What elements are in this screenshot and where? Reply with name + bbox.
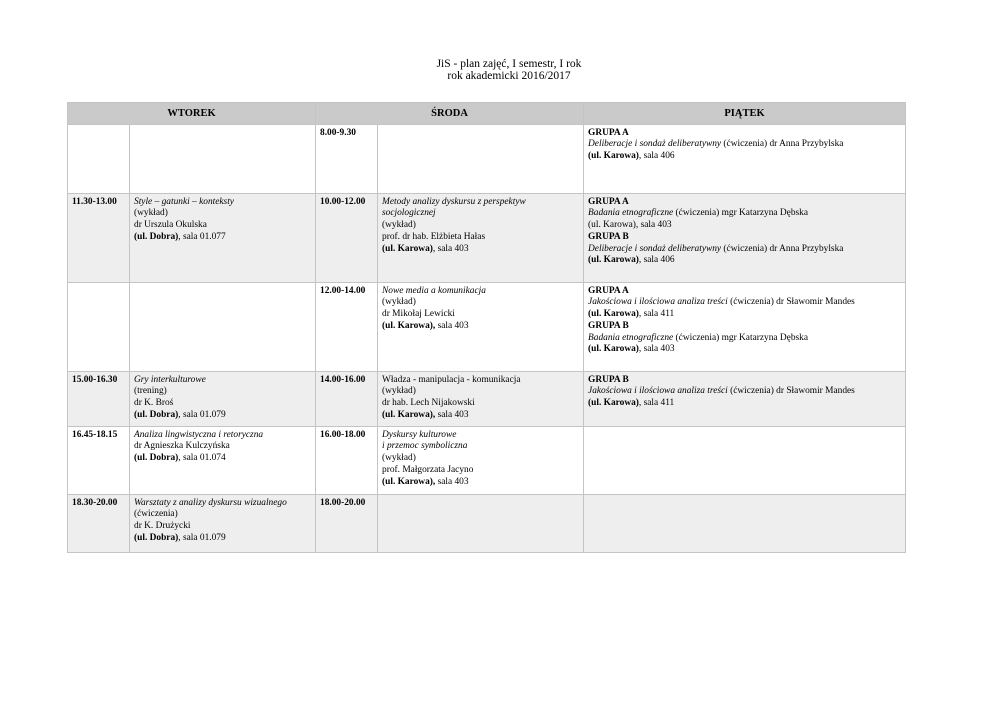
tuesday-class-line [134,410,311,422]
wednesday-time-cell: 10.00-12.00 [316,193,378,282]
tuesday-class-line [134,509,311,521]
wednesday-class-line [382,321,579,333]
wednesday-class-line [382,232,579,244]
wednesday-class-text: (wykład) [382,386,416,397]
tuesday-class-line [134,533,311,545]
wednesday-class-text: sala 403 [435,409,469,420]
friday-class-line [588,232,901,244]
friday-class-text: GRUPA B [588,374,629,385]
friday-class-line [588,309,901,321]
tuesday-class-cell [130,124,316,193]
tuesday-class-line [134,220,311,232]
tuesday-class-text: (ul. Dobra) [134,409,179,420]
friday-class-text: , sala 411 [638,309,675,320]
friday-class-line [588,344,901,356]
wednesday-class-cell [378,494,584,552]
tuesday-class-line [134,375,311,387]
friday-class-text: GRUPA B [588,231,629,242]
header-friday: PIĄTEK [584,103,906,125]
tuesday-class-cell [130,494,316,552]
friday-class-text: (ćwiczenia) mgr Katarzyna Dębska [673,332,809,343]
wednesday-class-line [382,441,579,453]
wednesday-class-line [382,398,579,410]
friday-class-text: GRUPA A [588,285,629,296]
header-tuesday: WTOREK [68,103,316,125]
friday-class-line [588,386,901,398]
wednesday-class-text: (ul. Karowa), [382,476,436,487]
tuesday-class-line [134,386,311,398]
tuesday-class-text: dr Urszula Okulska [134,220,207,231]
wednesday-class-text: prof. Małgorzata Jacyno [382,464,474,475]
table-row [68,494,906,552]
friday-class-text: Deliberacje i sondaż deliberatywny [588,139,722,150]
tuesday-class-line [134,521,311,533]
friday-class-line [588,333,901,345]
wednesday-class-text: prof. dr hab. Elżbieta Hałas [382,231,486,242]
friday-class-cell [584,494,906,552]
friday-class-line [588,286,901,298]
tuesday-class-text: Style – gatunki – konteksty [134,196,234,207]
table-row [68,426,906,494]
header-row [68,103,906,125]
tuesday-time-cell [68,124,130,193]
friday-class-text: Badania etnograficzne [588,332,674,343]
tuesday-class-cell [130,193,316,282]
wednesday-class-text: sala 403 [435,476,469,487]
friday-class-text: (ćwiczenia) dr Sławomir Mandes [727,386,855,397]
tuesday-class-text: , sala 01.079 [178,409,226,420]
wednesday-time-cell: 16.00-18.00 [316,426,378,494]
schedule-body [68,124,906,552]
wednesday-class-cell [378,193,584,282]
wednesday-class-text: (ul. Karowa) [382,243,433,254]
wednesday-time-cell: 12.00-14.00 [316,282,378,371]
wednesday-class-line [382,286,579,298]
wednesday-class-line [382,386,579,398]
friday-class-text: Jakościowa i ilościowa analiza treści [588,297,728,308]
tuesday-class-text: Gry interkulturowe [134,374,206,385]
title-line-2: rok akademicki 2016/2017 [447,70,571,82]
friday-class-text: (ul. Karowa), sala 403 [588,220,672,231]
tuesday-class-line [134,430,311,442]
tuesday-time-cell: 16.45-18.15 [68,426,130,494]
friday-class-line [588,244,901,256]
friday-class-cell [584,282,906,371]
friday-class-line [588,398,901,410]
wednesday-class-text: Nowe media a komunikacja [382,285,486,296]
friday-class-cell [584,426,906,494]
wednesday-class-cell [378,426,584,494]
tuesday-class-line [134,498,311,510]
friday-class-text: (ćwiczenia) dr Anna Przybylska [721,139,844,150]
wednesday-class-text: (ul. Karowa), [382,320,436,331]
friday-class-text: GRUPA A [588,196,629,207]
table-row [68,193,906,282]
tuesday-class-line [134,208,311,220]
friday-class-text: (ul. Karowa) [588,309,639,320]
friday-class-text: , sala 411 [638,398,675,409]
tuesday-class-line [134,197,311,209]
friday-class-text: , sala 406 [638,255,675,266]
tuesday-time-cell: 18.30-20.00 [68,494,130,552]
tuesday-class-text: , sala 01.077 [178,231,226,242]
tuesday-class-cell [130,282,316,371]
friday-class-line [588,375,901,387]
wednesday-class-line [382,430,579,442]
title-line-1: JiS - plan zajęć, I semestr, I rok [436,58,582,70]
tuesday-class-text: (ćwiczenia) [134,509,178,520]
friday-class-text: GRUPA B [588,320,629,331]
friday-class-line [588,197,901,209]
tuesday-class-text: (trening) [134,386,167,397]
friday-class-cell [584,371,906,426]
tuesday-class-text: dr K. Broś [134,398,174,409]
tuesday-class-text: (ul. Dobra) [134,453,179,464]
wednesday-class-text: Dyskursy kulturowe [382,429,457,440]
wednesday-class-text: (wykład) [382,453,416,464]
wednesday-class-line [382,465,579,477]
friday-class-line [588,139,901,151]
wednesday-class-text: sala 403 [435,320,469,331]
tuesday-class-line [134,441,311,453]
wednesday-class-text: dr Mikołaj Lewicki [382,309,455,320]
friday-class-line [588,297,901,309]
tuesday-class-cell [130,426,316,494]
wednesday-class-line [382,208,579,220]
tuesday-class-line [134,232,311,244]
tuesday-class-text: (ul. Dobra) [134,231,179,242]
friday-class-line [588,321,901,333]
wednesday-class-line [382,477,579,489]
friday-class-text: , sala 406 [638,151,675,162]
tuesday-class-text: , sala 01.074 [178,453,226,464]
wednesday-class-text: Władza - manipulacja - komunikacja [382,374,521,385]
wednesday-class-cell [378,124,584,193]
friday-class-line [588,208,901,220]
tuesday-class-text: Warsztaty z analizy dyskursu wizualnego [134,497,287,508]
wednesday-class-text: (ul. Karowa), [382,409,436,420]
wednesday-class-line [382,197,579,209]
wednesday-class-text: (wykład) [382,297,416,308]
wednesday-class-text: , sala 403 [432,243,469,254]
tuesday-class-text: (wykład) [134,208,168,219]
wednesday-class-cell [378,282,584,371]
friday-class-line [588,255,901,267]
friday-class-text: (ul. Karowa) [588,151,639,162]
friday-class-cell [584,193,906,282]
tuesday-class-text: dr Agnieszka Kulczyńska [134,441,230,452]
wednesday-class-text: socjologicznej [382,208,436,219]
tuesday-class-line [134,453,311,465]
wednesday-class-text: dr hab. Lech Nijakowski [382,398,475,409]
friday-class-text: Badania etnograficzne [588,208,674,219]
wednesday-class-line [382,375,579,387]
friday-class-line [588,220,901,232]
wednesday-class-line [382,220,579,232]
tuesday-class-text: dr K. Drużycki [134,521,191,532]
friday-class-text: , sala 403 [638,344,675,355]
wednesday-class-line [382,453,579,465]
table-row [68,282,906,371]
wednesday-class-cell [378,371,584,426]
table-row [68,371,906,426]
tuesday-class-cell [130,371,316,426]
tuesday-time-cell: 11.30-13.00 [68,193,130,282]
friday-class-text: (ćwiczenia) dr Anna Przybylska [721,243,844,254]
wednesday-class-line [382,297,579,309]
schedule-table [67,102,906,553]
friday-class-text: (ul. Karowa) [588,344,639,355]
tuesday-class-text: , sala 01.079 [178,532,226,543]
friday-class-cell [584,124,906,193]
tuesday-time-cell: 15.00-16.30 [68,371,130,426]
tuesday-time-cell [68,282,130,371]
wednesday-class-line [382,410,579,422]
friday-class-text: (ul. Karowa) [588,398,639,409]
friday-class-line [588,128,901,140]
wednesday-class-text: Metody analizy dyskursu z perspektyw [382,196,526,207]
wednesday-time-cell: 14.00-16.00 [316,371,378,426]
header-wednesday: ŚRODA [316,103,584,125]
friday-class-line [588,151,901,163]
wednesday-class-text: i przemoc symboliczna [382,441,468,452]
table-row [68,124,906,193]
wednesday-class-text: (wykład) [382,220,416,231]
wednesday-time-cell: 18.00-20.00 [316,494,378,552]
friday-class-text: GRUPA A [588,127,629,138]
wednesday-class-line [382,244,579,256]
friday-class-text: Jakościowa i ilościowa analiza treści [588,386,728,397]
wednesday-class-line [382,309,579,321]
tuesday-class-line [134,398,311,410]
tuesday-class-text: Analiza lingwistyczna i retoryczna [134,429,264,440]
friday-class-text: Deliberacje i sondaż deliberatywny [588,243,722,254]
tuesday-class-text: (ul. Dobra) [134,532,179,543]
document-title [0,58,992,82]
wednesday-time-cell: 8.00-9.30 [316,124,378,193]
friday-class-text: (ćwiczenia) mgr Katarzyna Dębska [673,208,809,219]
friday-class-text: (ul. Karowa) [588,255,639,266]
friday-class-text: (ćwiczenia) dr Sławomir Mandes [727,297,855,308]
